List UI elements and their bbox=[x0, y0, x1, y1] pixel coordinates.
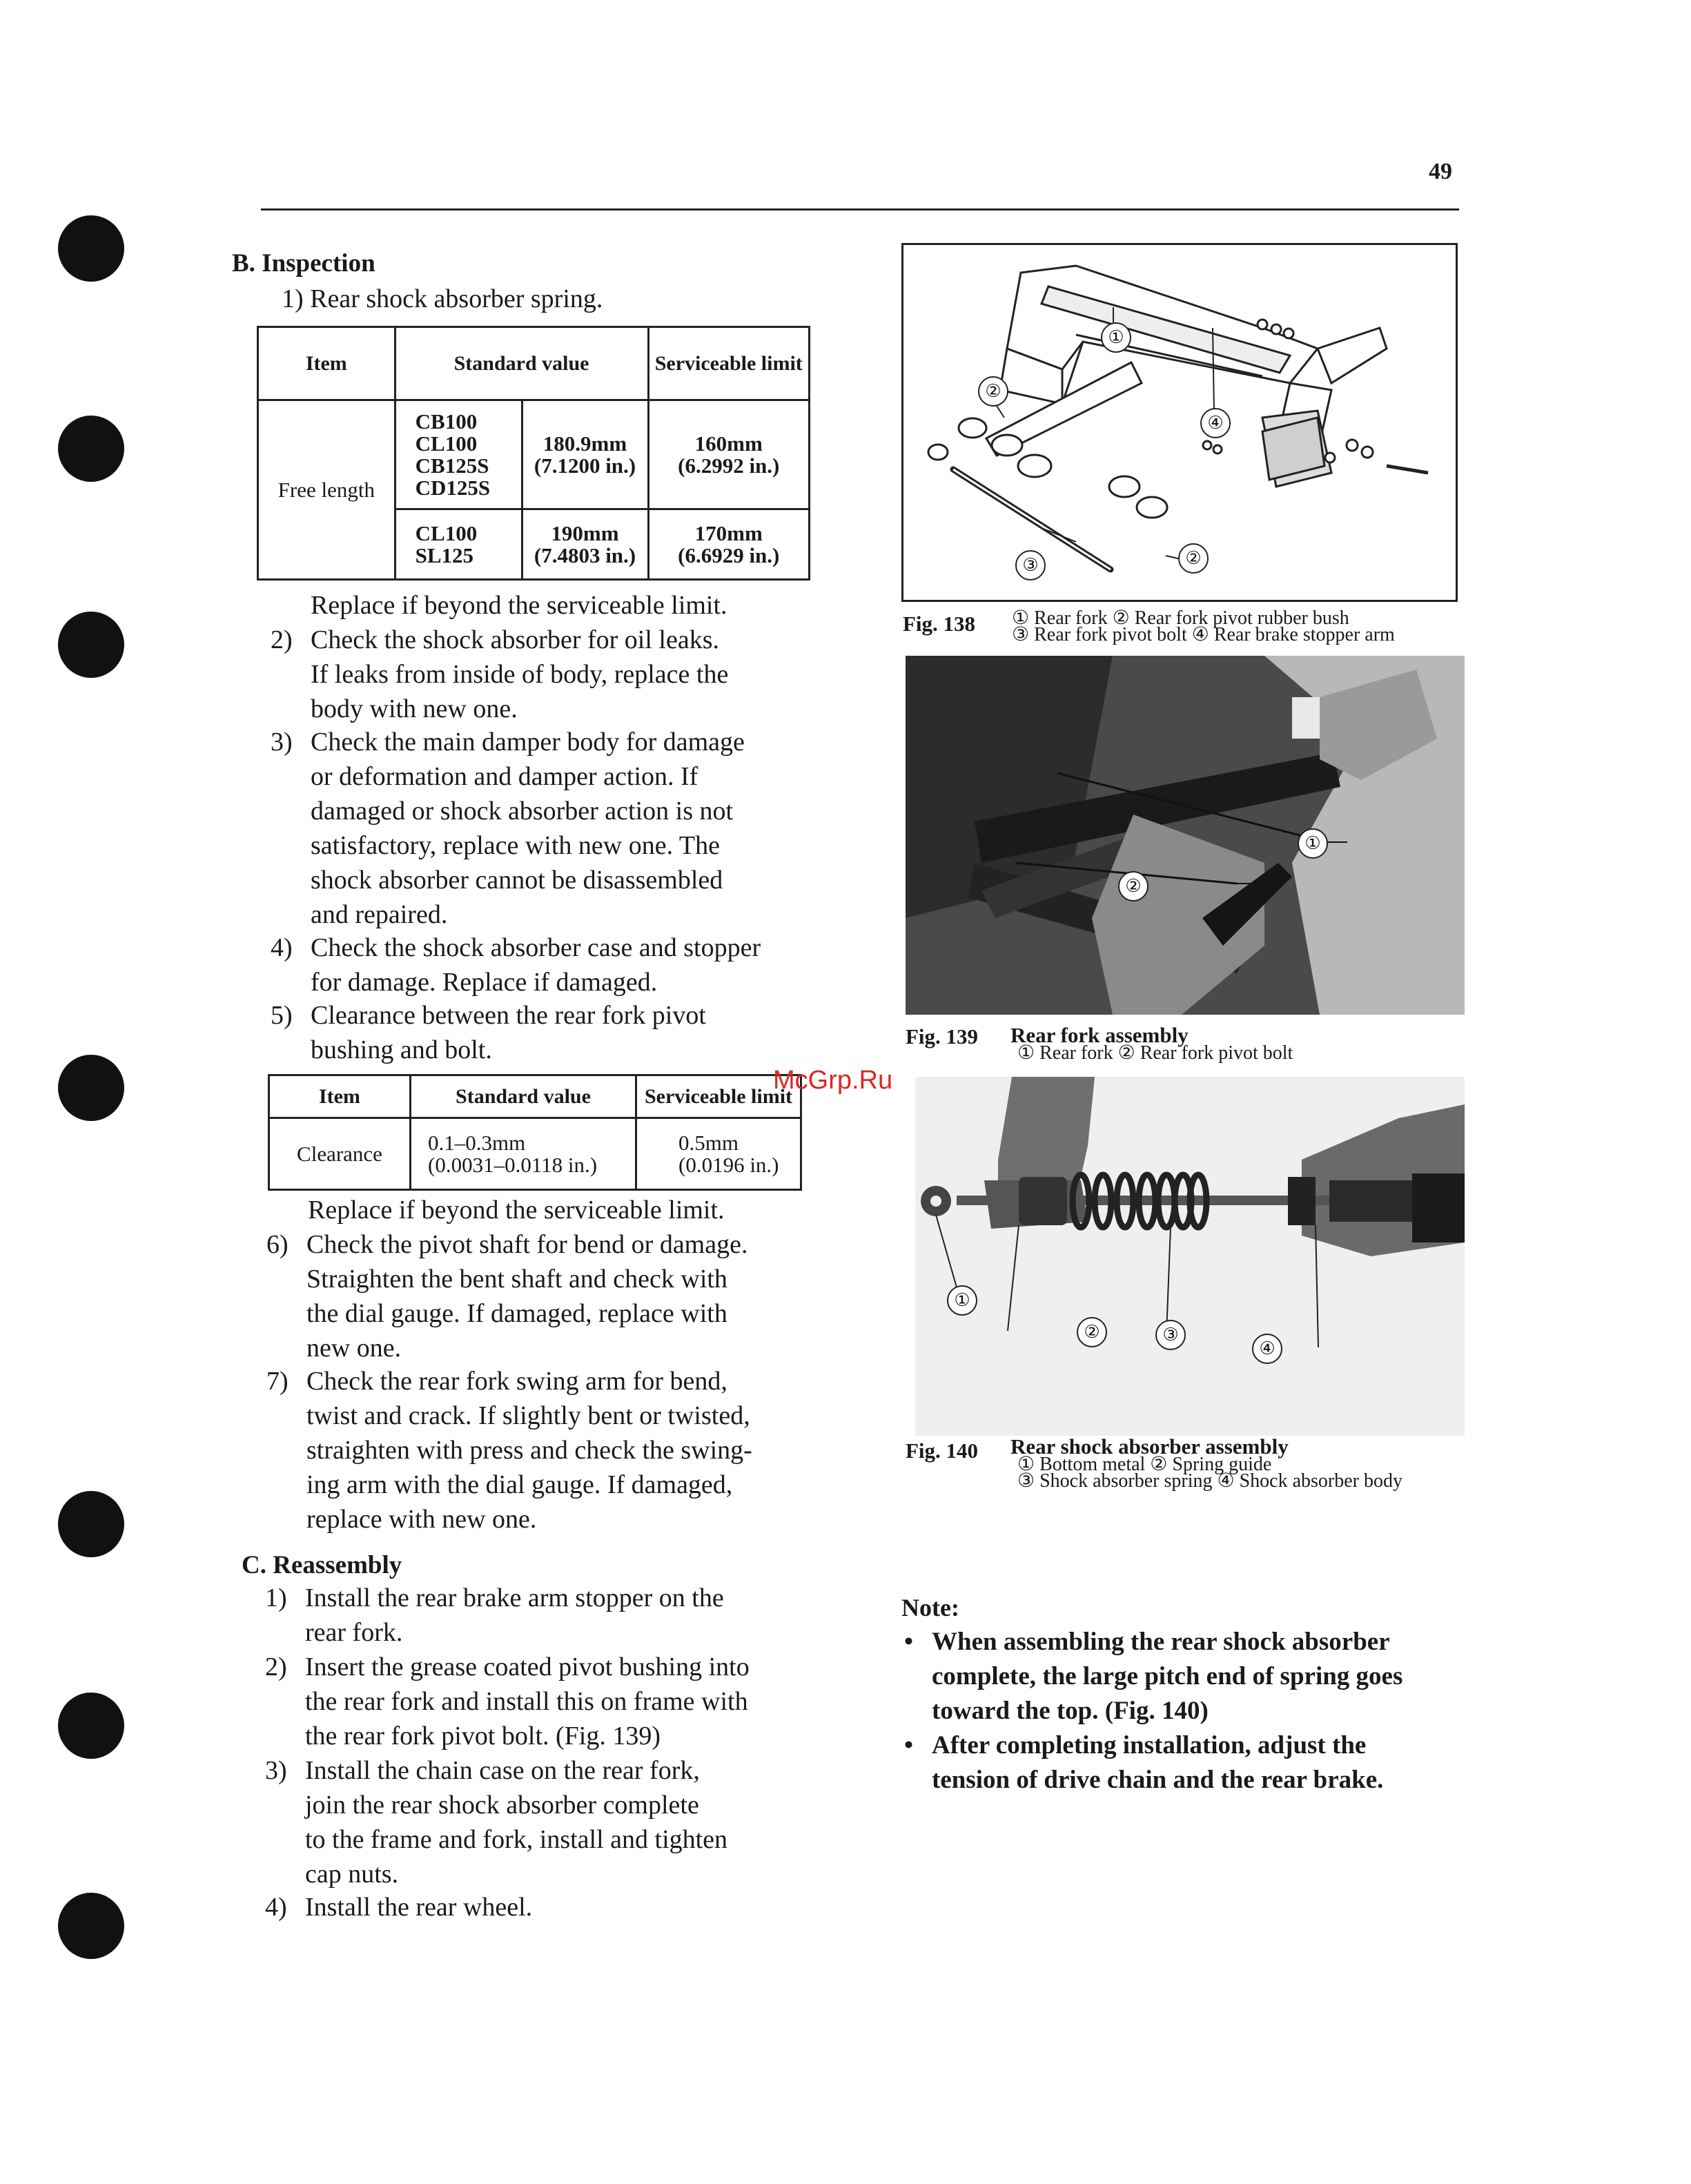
fig139-rear-fork-assembly-photo bbox=[906, 656, 1465, 1015]
binder-hole bbox=[58, 1693, 124, 1759]
fig140-callout-2: ② bbox=[1077, 1317, 1107, 1347]
table2-header-item: Item bbox=[269, 1075, 411, 1118]
table1-group1-standard: 180.9mm (7.1200 in.) bbox=[522, 400, 648, 509]
fig138-rear-fork-diagram bbox=[901, 243, 1458, 602]
rear-fork-assembly-image bbox=[906, 656, 1465, 1015]
fig138-label: Fig. 138 bbox=[903, 612, 976, 636]
table1-header-item: Item bbox=[258, 327, 395, 400]
replace-note-1: Replace if beyond the serviceable limit. bbox=[311, 591, 727, 620]
watermark: McGrp.Ru bbox=[773, 1066, 893, 1095]
table1-header-standard: Standard value bbox=[395, 327, 648, 400]
fig140-title: Rear shock absorber assembly bbox=[1010, 1434, 1289, 1459]
fig138-callout-4: ④ bbox=[1200, 408, 1231, 438]
table2-row-label: Clearance bbox=[269, 1118, 411, 1190]
inspection-heading: B. Inspection bbox=[232, 249, 375, 277]
rear-fork-drawing bbox=[903, 245, 1456, 600]
fig140-label: Fig. 140 bbox=[906, 1439, 979, 1463]
table2-header-limit: Serviceable limit bbox=[636, 1075, 801, 1118]
fig138-callout-2: ② bbox=[978, 376, 1008, 407]
fig138-caption-line2: ③ Rear fork pivot bolt ④ Rear brake stopper arm bbox=[1012, 624, 1395, 645]
table2-header-standard: Standard value bbox=[411, 1075, 636, 1118]
fig140-callout-3: ③ bbox=[1155, 1320, 1186, 1350]
fig140-callout-1: ① bbox=[947, 1285, 977, 1316]
fig138-callout-2b: ② bbox=[1178, 543, 1209, 574]
fig140-callout-4: ④ bbox=[1252, 1334, 1282, 1364]
fig138-callout-1: ① bbox=[1101, 322, 1131, 353]
binder-hole bbox=[58, 416, 124, 482]
binder-hole bbox=[58, 215, 124, 282]
fig139-label: Fig. 139 bbox=[906, 1024, 979, 1049]
fig138-callout-3: ③ bbox=[1015, 550, 1046, 581]
table1-group2-standard: 190mm (7.4803 in.) bbox=[522, 509, 648, 580]
table1-group1-limit: 160mm (6.2992 in.) bbox=[648, 400, 810, 509]
table1-row-label: Free length bbox=[258, 400, 395, 580]
reassembly-heading: C. Reassembly bbox=[242, 1551, 402, 1579]
fig139-caption-line1: ① Rear fork ② Rear fork pivot bolt bbox=[1017, 1042, 1293, 1064]
fig139-callout-2: ② bbox=[1118, 871, 1148, 901]
fig140-caption-line2: ③ Shock absorber spring ④ Shock absorber body bbox=[1017, 1470, 1403, 1492]
table1-group2-limit: 170mm (6.6929 in.) bbox=[648, 509, 810, 580]
spring-spec-table bbox=[257, 326, 810, 581]
table1-group1-models: CB100 CL100 CB125S CD125S bbox=[395, 400, 522, 509]
page-number: 49 bbox=[1429, 159, 1452, 184]
table2-limit: 0.5mm (0.0196 in.) bbox=[636, 1118, 801, 1190]
table2-standard: 0.1–0.3mm (0.0031–0.0118 in.) bbox=[411, 1118, 636, 1190]
binder-hole bbox=[58, 1055, 124, 1121]
fig139-title: Rear fork assembly bbox=[1010, 1023, 1189, 1047]
binder-hole bbox=[58, 612, 124, 678]
fig138-caption-line1: ① Rear fork ② Rear fork pivot rubber bush bbox=[1012, 607, 1349, 629]
fig140-shock-absorber-photo bbox=[915, 1077, 1465, 1436]
shock-absorber-image bbox=[915, 1077, 1465, 1436]
table1-group2-models: CL100 SL125 bbox=[395, 509, 522, 580]
table1-header-limit: Serviceable limit bbox=[648, 327, 810, 400]
note-heading: Note: bbox=[901, 1594, 959, 1621]
replace-note-2: Replace if beyond the serviceable limit. bbox=[308, 1196, 725, 1225]
binder-hole bbox=[58, 1893, 124, 1959]
clearance-spec-table bbox=[268, 1074, 802, 1191]
fig140-caption-line1: ① Bottom metal ② Spring guide bbox=[1017, 1454, 1272, 1475]
binder-hole bbox=[58, 1491, 124, 1557]
fig139-callout-1: ① bbox=[1298, 828, 1328, 859]
header-rule bbox=[261, 208, 1459, 211]
inspection-item-1: 1) Rear shock absorber spring. bbox=[282, 284, 603, 313]
